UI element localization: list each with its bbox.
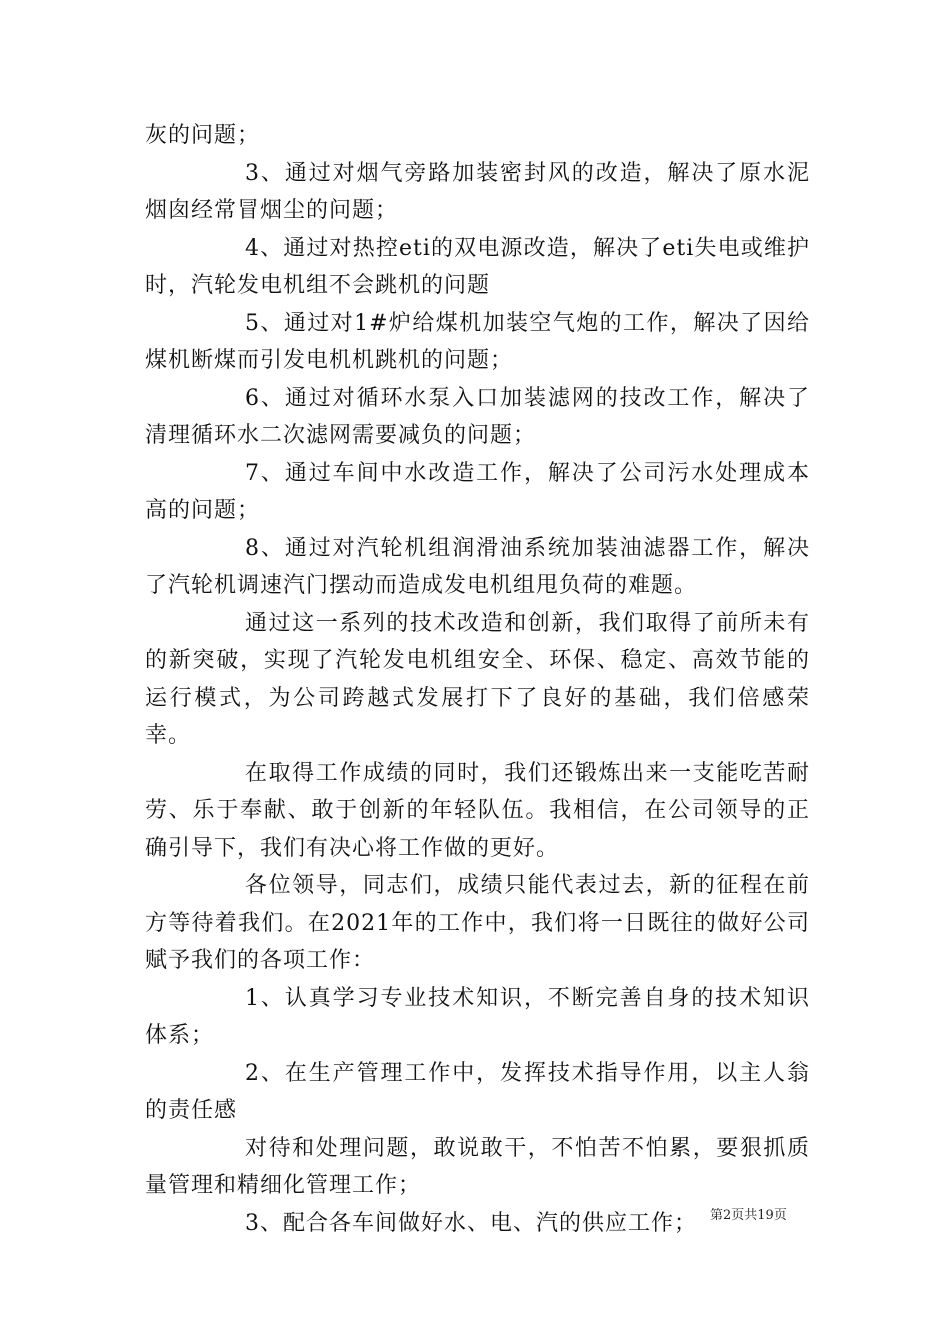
page-number: 第2页共19页: [710, 1208, 787, 1223]
paragraph: 各位领导，同志们，成绩只能代表过去，新的征程在前方等待着我们。在2021年的工作中，我们将一日既往的做好公司赋予我们的各项工作：: [145, 873, 810, 973]
paragraph: 7、通过车间中水改造工作，解决了公司污水处理成本高的问题；: [145, 460, 810, 523]
paragraph: 3、通过对烟气旁路加装密封风的改造，解决了原水泥烟囱经常冒烟尘的问题；: [145, 160, 810, 223]
document-body: [145, 117, 810, 1242]
paragraph: 灰的问题；: [145, 123, 261, 148]
paragraph: 8、通过对汽轮机组润滑油系统加装油滤器工作，解决了汽轮机调速汽门摆动而造成发电机组甩负荷的难题。: [145, 535, 810, 598]
paragraph: 3、配合各车间做好水、电、汽的供应工作；: [245, 1210, 697, 1236]
paragraph: 1、认真学习专业技术知识，不断完善自身的技术知识体系；: [145, 985, 810, 1048]
paragraph: 5、通过对1#炉给煤机加装空气炮的工作，解决了因给煤机断煤而引发电机机跳机的问题；: [145, 310, 810, 373]
paragraph: 2、在生产管理工作中，发挥技术指导作用，以主人翁的责任感: [145, 1060, 810, 1123]
paragraph: 4、通过对热控eti的双电源改造，解决了eti失电或维护时，汽轮发电机组不会跳机的问题: [145, 235, 810, 298]
paragraph: 对待和处理问题，敢说敢干，不怕苦不怕累，要狠抓质量管理和精细化管理工作；: [145, 1135, 810, 1198]
paragraph: 通过这一系列的技术改造和创新，我们取得了前所未有的新突破，实现了汽轮发电机组安全、环保、稳定、高效节能的运行模式，为公司跨越式发展打下了良好的基础，我们倍感荣幸。: [145, 610, 810, 748]
paragraph: 在取得工作成绩的同时，我们还锻炼出来一支能吃苦耐劳、乐于奉献、敢于创新的年轻队伍。我相信，在公司领导的正确引导下，我们有决心将工作做的更好。: [145, 760, 810, 861]
paragraph: 6、通过对循环水泵入口加装滤网的技改工作，解决了清理循环水二次滤网需要减负的问题；: [145, 385, 810, 448]
